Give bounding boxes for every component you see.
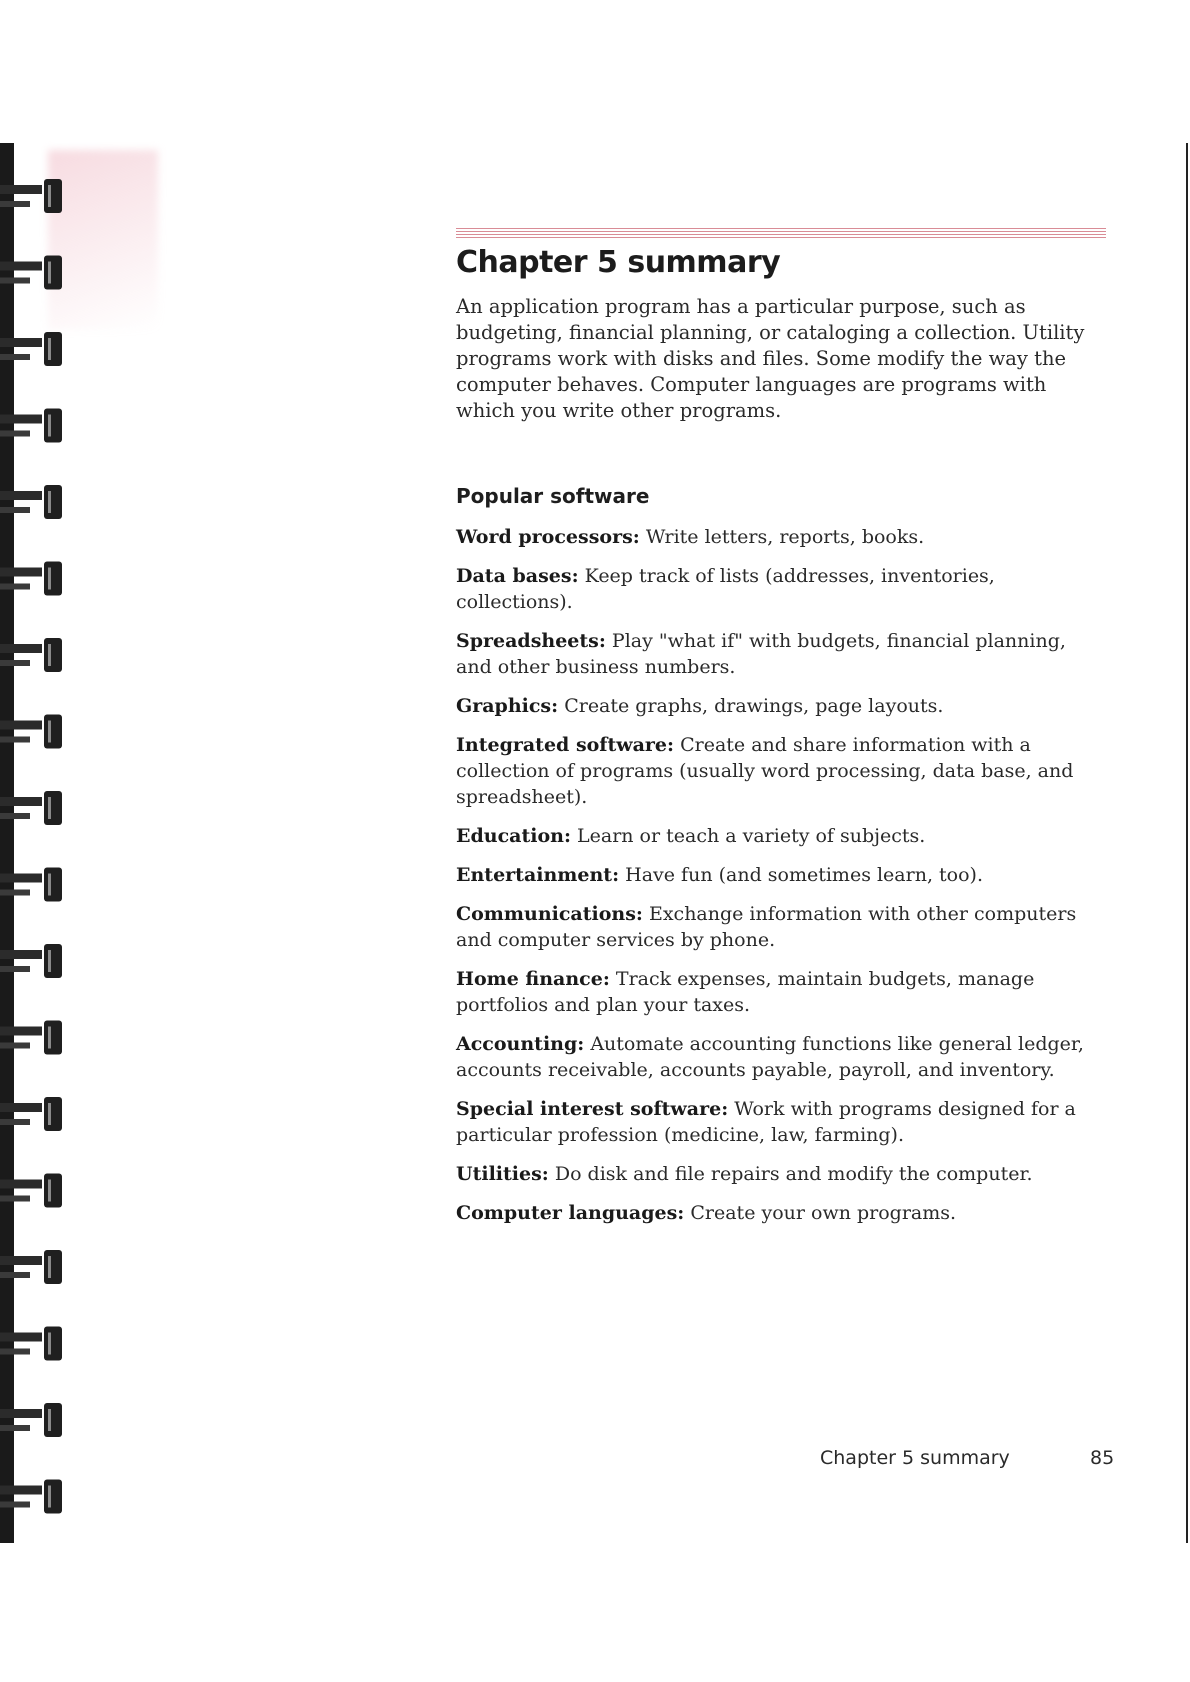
item-term: Computer languages: xyxy=(456,1202,685,1224)
item-term: Utilities: xyxy=(456,1163,549,1185)
list-item xyxy=(456,563,1106,615)
item-term: Home finance: xyxy=(456,968,610,990)
item-term: Spreadsheets: xyxy=(456,630,606,652)
item-description: Create and share information with a collection of programs (usually word processing, data base, and spreadsheet). xyxy=(456,734,1074,808)
heading-rule xyxy=(456,228,1106,239)
list-item xyxy=(456,1161,1106,1187)
item-description: Track expenses, maintain budgets, manage portfolios and plan your taxes. xyxy=(456,968,1035,1016)
item-term: Accounting: xyxy=(456,1033,585,1055)
list-item xyxy=(456,862,1106,888)
summary-content xyxy=(456,228,1106,1239)
list-item xyxy=(456,901,1106,953)
item-description: Automate accounting functions like general ledger, accounts receivable, accounts payable, payroll, and inventory. xyxy=(456,1033,1084,1081)
intro-paragraph: An application program has a particular purpose, such as budgeting, financial planning, or cataloging a collection. Utility programs work with disks and files. Some modify the way the computer behaves. Computer languages are programs with which you write other programs. xyxy=(456,295,1085,422)
list-item xyxy=(456,823,1106,849)
item-term: Data bases: xyxy=(456,565,579,587)
list-item xyxy=(456,1031,1106,1083)
list-item xyxy=(456,693,1106,719)
item-description: Do disk and file repairs and modify the computer. xyxy=(548,1163,1033,1185)
item-term: Special interest software: xyxy=(456,1098,729,1120)
item-term: Word processors: xyxy=(456,526,640,548)
list-item xyxy=(456,1200,1106,1226)
item-term: Entertainment: xyxy=(456,864,620,886)
item-description: Keep track of lists (addresses, inventories, collections). xyxy=(456,565,995,613)
item-description: Exchange information with other computers and computer services by phone. xyxy=(456,903,1077,951)
list-item xyxy=(456,966,1106,1018)
list-item xyxy=(456,732,1106,810)
item-description: Have fun (and sometimes learn, too). xyxy=(619,864,983,886)
page-right-edge xyxy=(1186,143,1188,1543)
list-item xyxy=(456,628,1106,680)
spiral-binding xyxy=(0,143,75,1543)
item-description: Play "what if" with budgets, financial planning, and other business numbers. xyxy=(456,630,1066,678)
item-term: Education: xyxy=(456,825,571,847)
page-title: Chapter 5 summary xyxy=(456,245,781,280)
item-term: Graphics: xyxy=(456,695,559,717)
footer-running-title: Chapter 5 summary xyxy=(820,1447,1010,1469)
page-number: 85 xyxy=(1090,1447,1115,1469)
item-description: Learn or teach a variety of subjects. xyxy=(570,825,926,847)
item-term: Communications: xyxy=(456,903,643,925)
section-title: Popular software xyxy=(456,484,650,508)
item-description: Create your own programs. xyxy=(684,1202,957,1224)
item-term: Integrated software: xyxy=(456,734,675,756)
item-description: Work with programs designed for a particular profession (medicine, law, farming). xyxy=(456,1098,1076,1146)
item-description: Create graphs, drawings, page layouts. xyxy=(558,695,944,717)
list-item xyxy=(456,524,1106,550)
software-list xyxy=(456,524,1106,1226)
list-item xyxy=(456,1096,1106,1148)
item-description: Write letters, reports, books. xyxy=(639,526,925,548)
